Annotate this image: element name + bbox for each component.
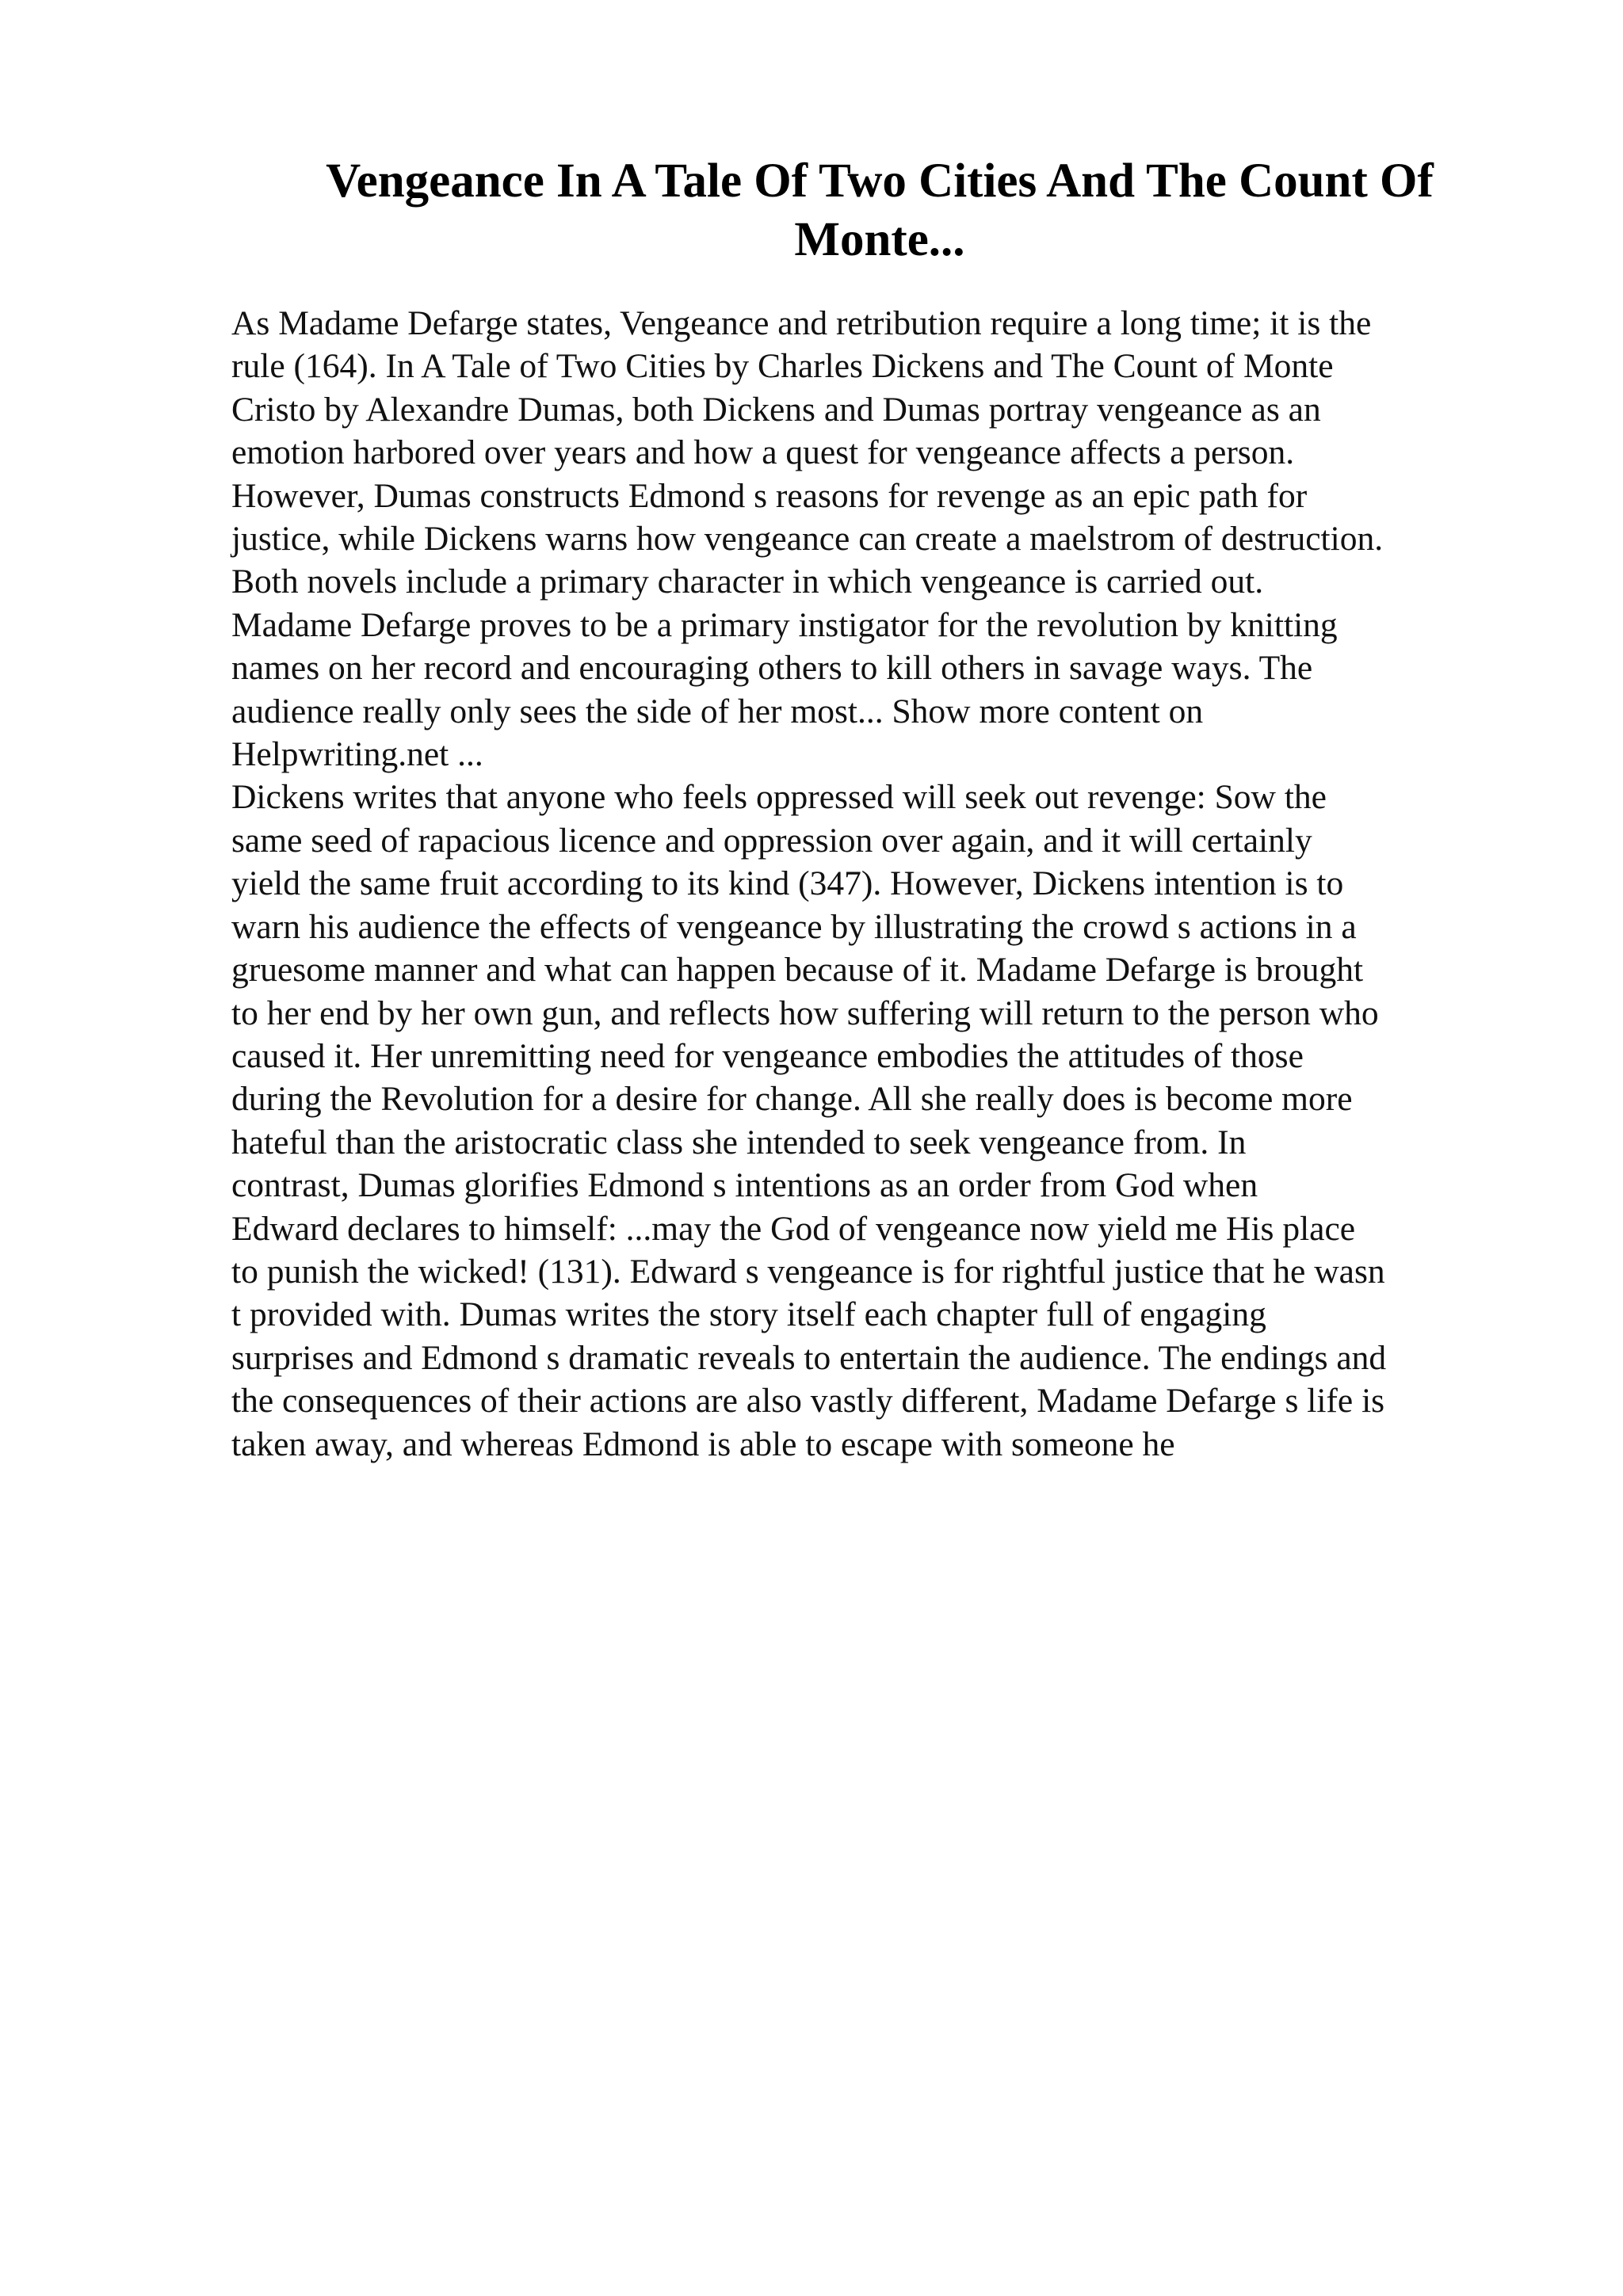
essay-body: [231, 302, 1484, 1466]
body-line: caused it. Her unremitting need for vengeance embodies the attitudes of those: [231, 1036, 1304, 1075]
body-line: contrast, Dumas glorifies Edmond s intentions as an order from God when: [231, 1166, 1258, 1205]
body-line: Dickens writes that anyone who feels oppressed will seek out revenge: Sow the: [231, 778, 1327, 817]
document-title: [285, 152, 1474, 269]
body-line: t provided with. Dumas writes the story itself each chapter full of engaging: [231, 1295, 1266, 1334]
body-line: taken away, and whereas Edmond is able to escape with someone he: [231, 1425, 1175, 1463]
body-line: Edward declares to himself: ...may the God of vengeance now yield me His place: [231, 1209, 1356, 1248]
body-line: during the Revolution for a desire for change. All she really does is become more: [231, 1080, 1353, 1119]
body-line: justice, while Dickens warns how vengeance can create a maelstrom of destruction.: [231, 520, 1384, 559]
body-line: the consequences of their actions are also vastly different, Madame Defarge s life is: [231, 1382, 1385, 1421]
body-line: However, Dumas constructs Edmond s reasons for revenge as an epic path for: [231, 476, 1308, 515]
body-line: to punish the wicked! (131). Edward s vengeance is for rightful justice that he wasn: [231, 1252, 1385, 1291]
body-line: gruesome manner and what can happen because of it. Madame Defarge is brought: [231, 951, 1364, 990]
body-line: audience really only sees the side of her most... Show more content on: [231, 692, 1204, 730]
body-line: surprises and Edmond s dramatic reveals to entertain the audience. The endings and: [231, 1338, 1387, 1377]
body-line: As Madame Defarge states, Vengeance and retribution require a long time; it is the: [231, 304, 1372, 342]
body-line: Cristo by Alexandre Dumas, both Dickens and Dumas portray vengeance as an: [231, 390, 1321, 429]
body-line: to her end by her own gun, and reflects how suffering will return to the person who: [231, 994, 1379, 1032]
body-line: same seed of rapacious licence and oppression over again, and it will certainly: [231, 821, 1312, 860]
body-line: hateful than the aristocratic class she intended to seek vengeance from. In: [231, 1123, 1247, 1161]
body-line: rule (164). In A Tale of Two Cities by Charles Dickens and The Count of Monte: [231, 347, 1334, 386]
body-line: Helpwriting.net ...: [231, 735, 483, 774]
title-line: Monte...: [794, 213, 965, 266]
title-line: Vengeance In A Tale Of Two Cities And The Count Of: [326, 154, 1434, 208]
body-line: yield the same fruit according to its kind (347). However, Dickens intention is to: [231, 864, 1344, 903]
body-line: names on her record and encouraging others to kill others in savage ways. The: [231, 649, 1313, 688]
body-line: emotion harbored over years and how a quest for vengeance affects a person.: [231, 433, 1295, 472]
body-line: Madame Defarge proves to be a primary instigator for the revolution by knitting: [231, 605, 1338, 644]
body-line: Both novels include a primary character in which vengeance is carried out.: [231, 563, 1264, 601]
body-line: warn his audience the effects of vengeance by illustrating the crowd s actions in a: [231, 907, 1357, 946]
